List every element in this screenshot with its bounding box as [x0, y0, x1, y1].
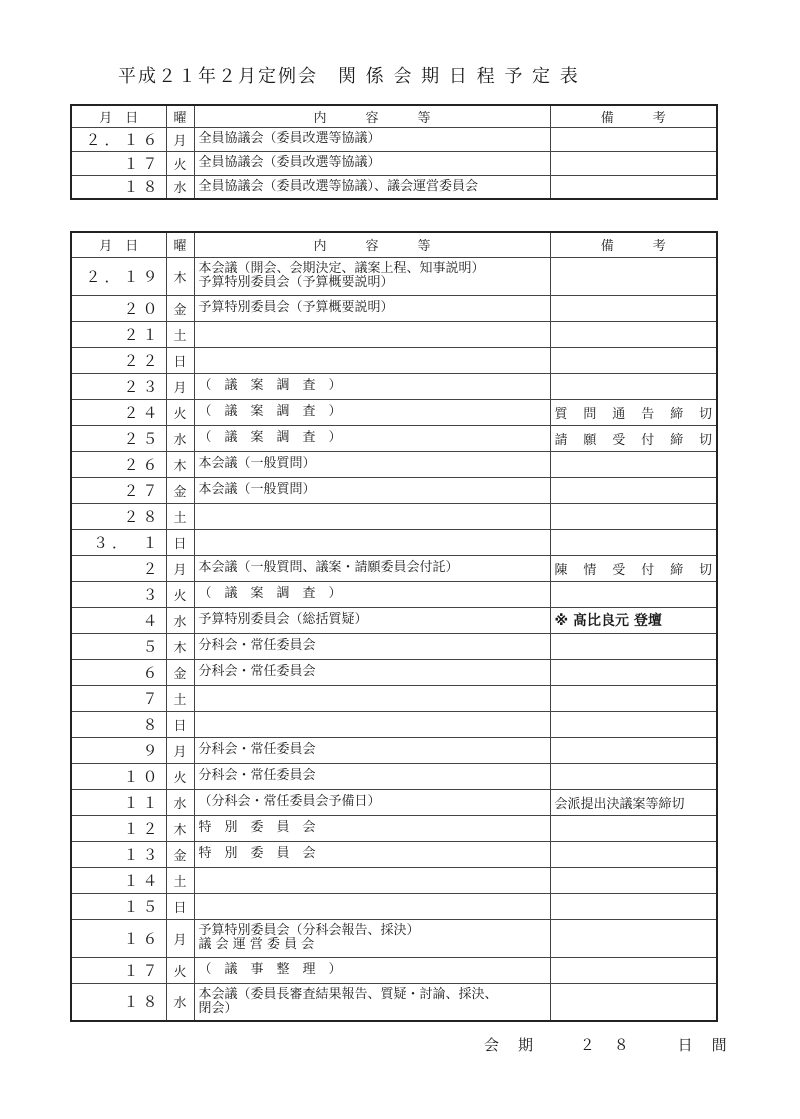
table-row	[71, 399, 717, 425]
weekday-cell: 月	[166, 737, 194, 763]
date-cell: ２	[71, 555, 166, 581]
content-cell	[194, 581, 550, 607]
weekday-cell: 火	[166, 763, 194, 789]
table-row	[71, 529, 717, 555]
weekday-cell: 土	[166, 503, 194, 529]
date-cell: １７	[71, 151, 166, 175]
content-cell	[194, 815, 550, 841]
weekday-cell: 日	[166, 893, 194, 919]
note-cell	[550, 295, 717, 321]
date-cell: ５	[71, 633, 166, 659]
table-row	[71, 789, 717, 815]
date-cell: ２６	[71, 451, 166, 477]
date-cell: ２１	[71, 321, 166, 347]
note-cell: 質問通告締切	[550, 399, 717, 425]
note-cell	[550, 893, 717, 919]
note-cell	[550, 815, 717, 841]
table1-body	[71, 105, 717, 199]
weekday-cell: 金	[166, 841, 194, 867]
table-row	[71, 737, 717, 763]
weekday-cell: 木	[166, 451, 194, 477]
table-row	[71, 607, 717, 633]
table-row	[71, 711, 717, 737]
note-cell	[550, 983, 717, 1021]
content-cell	[194, 503, 550, 529]
content-cell	[194, 957, 550, 983]
table-row	[71, 581, 717, 607]
header-day: 曜	[166, 105, 194, 127]
content-cell	[194, 321, 550, 347]
weekday-cell: 水	[166, 425, 194, 451]
date-cell: ２５	[71, 425, 166, 451]
table2-body	[71, 232, 717, 1021]
weekday-cell: 月	[166, 127, 194, 151]
date-cell: ３	[71, 581, 166, 607]
header-date: 月 日	[71, 105, 166, 127]
note-cell	[550, 529, 717, 555]
weekday-cell: 水	[166, 983, 194, 1021]
weekday-cell: 金	[166, 659, 194, 685]
date-cell: ２０	[71, 295, 166, 321]
session-days: ２ ８	[579, 1036, 631, 1054]
content-line: （ 議 案 調 査 ）	[198, 430, 342, 445]
date-cell: １４	[71, 867, 166, 893]
content-cell	[194, 151, 550, 175]
note-cell	[550, 841, 717, 867]
weekday-cell: 土	[166, 321, 194, 347]
content-line: 特 別 委 員 会	[198, 846, 316, 861]
content-cell	[194, 295, 550, 321]
weekday-cell: 月	[166, 919, 194, 957]
content-cell	[194, 477, 550, 503]
content-line-2: 予算特別委員会（予算概要説明）	[198, 275, 394, 290]
note-cell	[550, 451, 717, 477]
date-cell: １３	[71, 841, 166, 867]
content-line: 全員協議会（委員改選等協議）、議会運営委員会	[198, 178, 479, 194]
session-length	[484, 1034, 729, 1055]
weekday-cell: 日	[166, 711, 194, 737]
date-cell: ６	[71, 659, 166, 685]
weekday-cell: 日	[166, 529, 194, 555]
header-date: 月 日	[71, 232, 166, 257]
content-cell	[194, 175, 550, 199]
content-line: （ 議 案 調 査 ）	[198, 404, 342, 419]
table-row	[71, 957, 717, 983]
weekday-cell: 月	[166, 373, 194, 399]
table-row	[71, 257, 717, 295]
content-cell	[194, 711, 550, 737]
session-unit: 日 間	[677, 1036, 729, 1054]
header-content: 内 容 等	[194, 232, 550, 257]
date-cell: ２８	[71, 503, 166, 529]
table-header-row	[71, 105, 717, 127]
note-cell	[550, 127, 717, 151]
note-cell: ※ 髙比良元 登壇	[550, 607, 717, 633]
table-row	[71, 763, 717, 789]
table-row	[71, 867, 717, 893]
table-row	[71, 555, 717, 581]
note-cell	[550, 373, 717, 399]
content-cell	[194, 659, 550, 685]
content-line: 全員協議会（委員改選等協議）	[198, 131, 381, 146]
weekday-cell: 火	[166, 581, 194, 607]
date-cell: ９	[71, 737, 166, 763]
weekday-cell: 月	[166, 555, 194, 581]
weekday-cell: 金	[166, 295, 194, 321]
note-cell	[550, 659, 717, 685]
date-cell: １５	[71, 893, 166, 919]
table-row	[71, 893, 717, 919]
content-cell	[194, 399, 550, 425]
date-cell: ２３	[71, 373, 166, 399]
date-cell: ２．１９	[71, 257, 166, 295]
session-label: 会 期	[484, 1036, 536, 1054]
table-row	[71, 321, 717, 347]
content-cell	[194, 451, 550, 477]
content-cell	[194, 373, 550, 399]
date-cell: ３． １	[71, 529, 166, 555]
date-cell: ２２	[71, 347, 166, 373]
table-row	[71, 841, 717, 867]
content-cell	[194, 893, 550, 919]
date-cell: １６	[71, 919, 166, 957]
weekday-cell: 火	[166, 151, 194, 175]
table-row	[71, 425, 717, 451]
note-cell	[550, 347, 717, 373]
schedule-table-preliminary	[70, 104, 718, 200]
content-line: （ 議 事 整 理 ）	[198, 962, 342, 977]
note-cell: 陳情受付締切	[550, 555, 717, 581]
weekday-cell: 木	[166, 257, 194, 295]
date-cell: ２４	[71, 399, 166, 425]
weekday-cell: 火	[166, 399, 194, 425]
note-cell	[550, 633, 717, 659]
table-row	[71, 633, 717, 659]
content-cell	[194, 127, 550, 151]
content-line: 予算特別委員会（総括質疑）	[198, 612, 368, 627]
content-line-2: 閉会）	[198, 1000, 238, 1016]
content-cell	[194, 789, 550, 815]
content-line: 本会議（一般質問）	[198, 482, 316, 497]
table-row	[71, 685, 717, 711]
content-line: 分科会・常任委員会	[198, 638, 316, 653]
note-cell	[550, 175, 717, 199]
weekday-cell: 水	[166, 607, 194, 633]
content-cell	[194, 685, 550, 711]
table-row	[71, 175, 717, 199]
weekday-cell: 木	[166, 815, 194, 841]
content-line: （ 議 案 調 査 ）	[198, 378, 342, 393]
table-row	[71, 503, 717, 529]
date-cell: ８	[71, 711, 166, 737]
table-row	[71, 151, 717, 175]
content-cell	[194, 529, 550, 555]
weekday-cell: 水	[166, 789, 194, 815]
header-content: 内 容 等	[194, 105, 550, 127]
content-cell	[194, 555, 550, 581]
date-cell: ２７	[71, 477, 166, 503]
table-row	[71, 373, 717, 399]
table-row	[71, 659, 717, 685]
table-row	[71, 451, 717, 477]
content-line: （ 議 案 調 査 ）	[198, 586, 342, 601]
page-title: 平成２１年２月定例会 関 係 会 期 日 程 予 定 表	[118, 66, 580, 87]
content-line: 本会議（開会、会期決定、議案上程、知事説明）	[198, 261, 485, 276]
weekday-cell: 水	[166, 175, 194, 199]
header-note: 備 考	[550, 232, 717, 257]
content-line-2: 議 会 運 営 委 員 会	[198, 937, 315, 952]
note-cell	[550, 257, 717, 295]
content-cell	[194, 633, 550, 659]
note-cell	[550, 477, 717, 503]
content-line: 分科会・常任委員会	[198, 664, 316, 679]
content-cell	[194, 983, 550, 1021]
date-cell: ７	[71, 685, 166, 711]
note-cell	[550, 957, 717, 983]
schedule-table-main	[70, 231, 718, 1022]
date-cell: １０	[71, 763, 166, 789]
content-line: 本会議（委員長審査結果報告、質疑・討論、採決、	[198, 986, 498, 1002]
table-row	[71, 295, 717, 321]
note-cell	[550, 919, 717, 957]
note-cell	[550, 711, 717, 737]
header-day: 曜	[166, 232, 194, 257]
content-cell	[194, 607, 550, 633]
content-line: 予算特別委員会（分科会報告、採決）	[198, 923, 420, 938]
content-cell	[194, 257, 550, 295]
content-cell	[194, 867, 550, 893]
weekday-cell: 土	[166, 867, 194, 893]
note-cell: 会派提出決議案等締切	[550, 789, 717, 815]
content-cell	[194, 425, 550, 451]
weekday-cell: 木	[166, 633, 194, 659]
table-row	[71, 127, 717, 151]
note-cell	[550, 685, 717, 711]
content-line: 全員協議会（委員改選等協議）	[198, 155, 381, 170]
weekday-cell: 金	[166, 477, 194, 503]
note-cell	[550, 737, 717, 763]
content-cell	[194, 347, 550, 373]
table-header-row	[71, 232, 717, 257]
note-cell	[550, 151, 717, 175]
content-line: （分科会・常任委員会予備日）	[198, 794, 381, 809]
content-cell	[194, 841, 550, 867]
content-line: 予算特別委員会（予算概要説明）	[198, 300, 394, 315]
weekday-cell: 火	[166, 957, 194, 983]
table-row	[71, 347, 717, 373]
date-cell: １２	[71, 815, 166, 841]
note-cell	[550, 503, 717, 529]
table-row	[71, 815, 717, 841]
content-line: 分科会・常任委員会	[198, 768, 316, 783]
content-line: 特 別 委 員 会	[198, 820, 316, 835]
weekday-cell: 日	[166, 347, 194, 373]
note-cell	[550, 581, 717, 607]
content-cell	[194, 763, 550, 789]
note-cell	[550, 763, 717, 789]
date-cell: １８	[71, 983, 166, 1021]
content-line: 本会議（一般質問）	[198, 456, 316, 471]
note-cell	[550, 867, 717, 893]
content-line: 本会議（一般質問、議案・請願委員会付託）	[198, 560, 459, 575]
weekday-cell: 土	[166, 685, 194, 711]
header-note: 備 考	[550, 105, 717, 127]
date-cell: １１	[71, 789, 166, 815]
table-row	[71, 477, 717, 503]
note-cell	[550, 321, 717, 347]
date-cell: ４	[71, 607, 166, 633]
table-row	[71, 919, 717, 957]
content-line: 分科会・常任委員会	[198, 742, 316, 757]
table-row	[71, 983, 717, 1021]
date-cell: １８	[71, 175, 166, 199]
note-cell: 請願受付締切	[550, 425, 717, 451]
date-cell: １７	[71, 957, 166, 983]
date-cell: ２．１６	[71, 127, 166, 151]
content-cell	[194, 919, 550, 957]
content-cell	[194, 737, 550, 763]
